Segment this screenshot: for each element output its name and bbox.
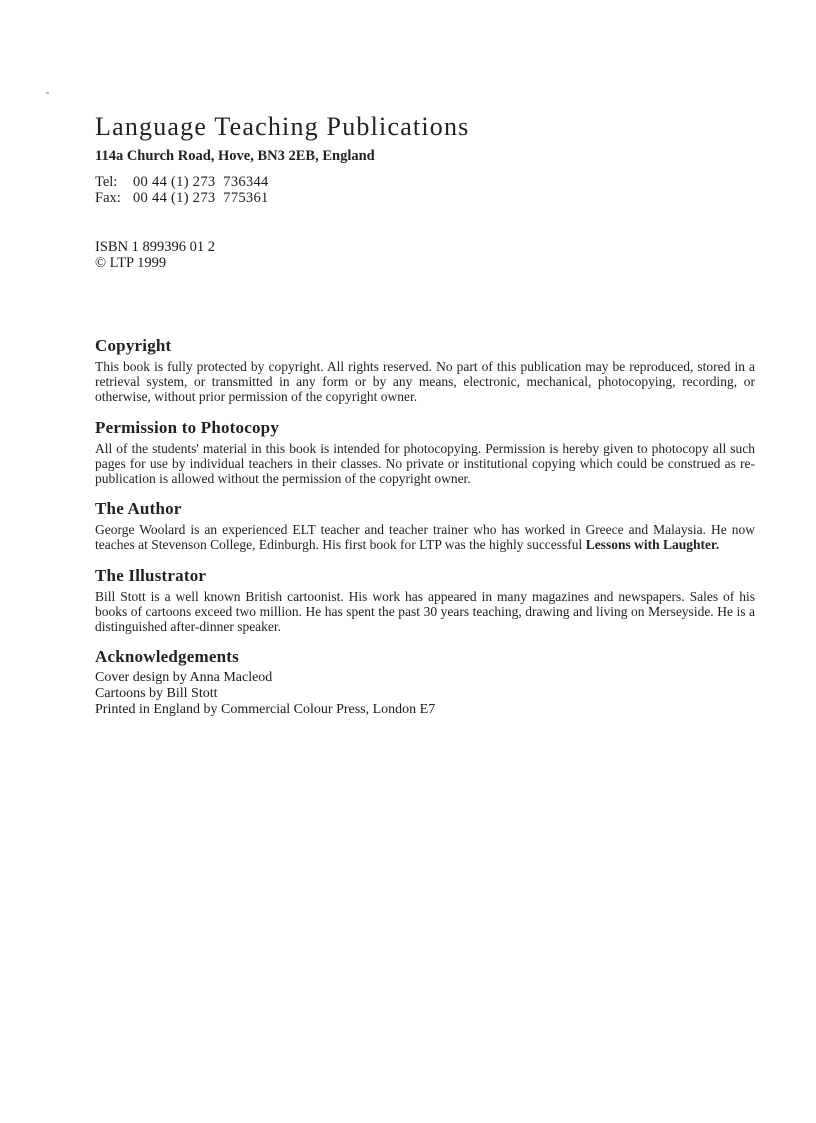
acknowledgements-section <box>95 647 755 718</box>
imprint-page <box>95 112 755 718</box>
illustrator-section <box>95 566 755 635</box>
ack-line-cover: Cover design by Anna Macleod <box>95 670 273 686</box>
author-body <box>95 522 755 552</box>
ack-line-printer: Printed in England by Commercial Colour Press, London E7 <box>95 702 436 718</box>
isbn-number: ISBN 1 899396 01 2 <box>95 239 216 255</box>
illustrator-heading: The Illustrator <box>95 565 207 585</box>
author-body-text: George Woolard is an experienced ELT teacher and teacher trainer who has worked in Greece and Malaysia. He now teaches at Stevenson College, Edinburgh. His first book for LTP was the highly successful <box>95 522 755 553</box>
tel-label: Tel: <box>95 174 118 190</box>
illustrator-body: Bill Stott is a well known British cartoonist. His work has appeared in many magazines and newspapers. Sales of his books of cartoons exceed two million. He has spent the past 30 years teaching, drawing and living on Merseyside. He is a distinguished after-dinner speaker. <box>95 588 755 635</box>
fax-number: 00 44 (1) 273 775361 <box>133 190 269 206</box>
fax-label: Fax: <box>95 190 121 206</box>
scan-speck <box>46 92 49 94</box>
photocopy-section <box>95 418 755 487</box>
copyright-body: This book is fully protected by copyright. All rights reserved. No part of this publication may be reproduced, stored in a retrieval system, or transmitted in any form or by any means, electronic, mechanical, photocopying, recording, or otherwise, without prior permission of the copyright owner. <box>95 359 755 405</box>
publisher-name: Language Teaching Publications <box>95 112 470 141</box>
copyright-heading: Copyright <box>95 336 172 355</box>
isbn-block <box>95 239 755 271</box>
photocopy-body: All of the students' material in this book is intended for photocopying. Permission is hereby given to photocopy all such pages for use by individual teachers in their classes. No private or institutional copying which could be construed as re-publication is allowed without the permission of the copyright owner. <box>95 440 755 487</box>
acknowledgements-heading: Acknowledgements <box>95 647 239 667</box>
telephone-line <box>95 174 755 190</box>
publisher-address: 114a Church Road, Hove, BN3 2EB, England <box>95 148 375 164</box>
author-section <box>95 499 755 552</box>
author-heading: The Author <box>95 499 182 519</box>
author-book-title: Lessons with Laughter. <box>585 537 720 553</box>
ack-line-cartoons: Cartoons by Bill Stott <box>95 686 218 702</box>
copyright-notice: © LTP 1999 <box>95 255 167 271</box>
fax-line <box>95 190 755 206</box>
copyright-section <box>95 336 755 405</box>
tel-number: 00 44 (1) 273 736344 <box>133 174 269 190</box>
photocopy-heading: Permission to Photocopy <box>95 417 280 437</box>
